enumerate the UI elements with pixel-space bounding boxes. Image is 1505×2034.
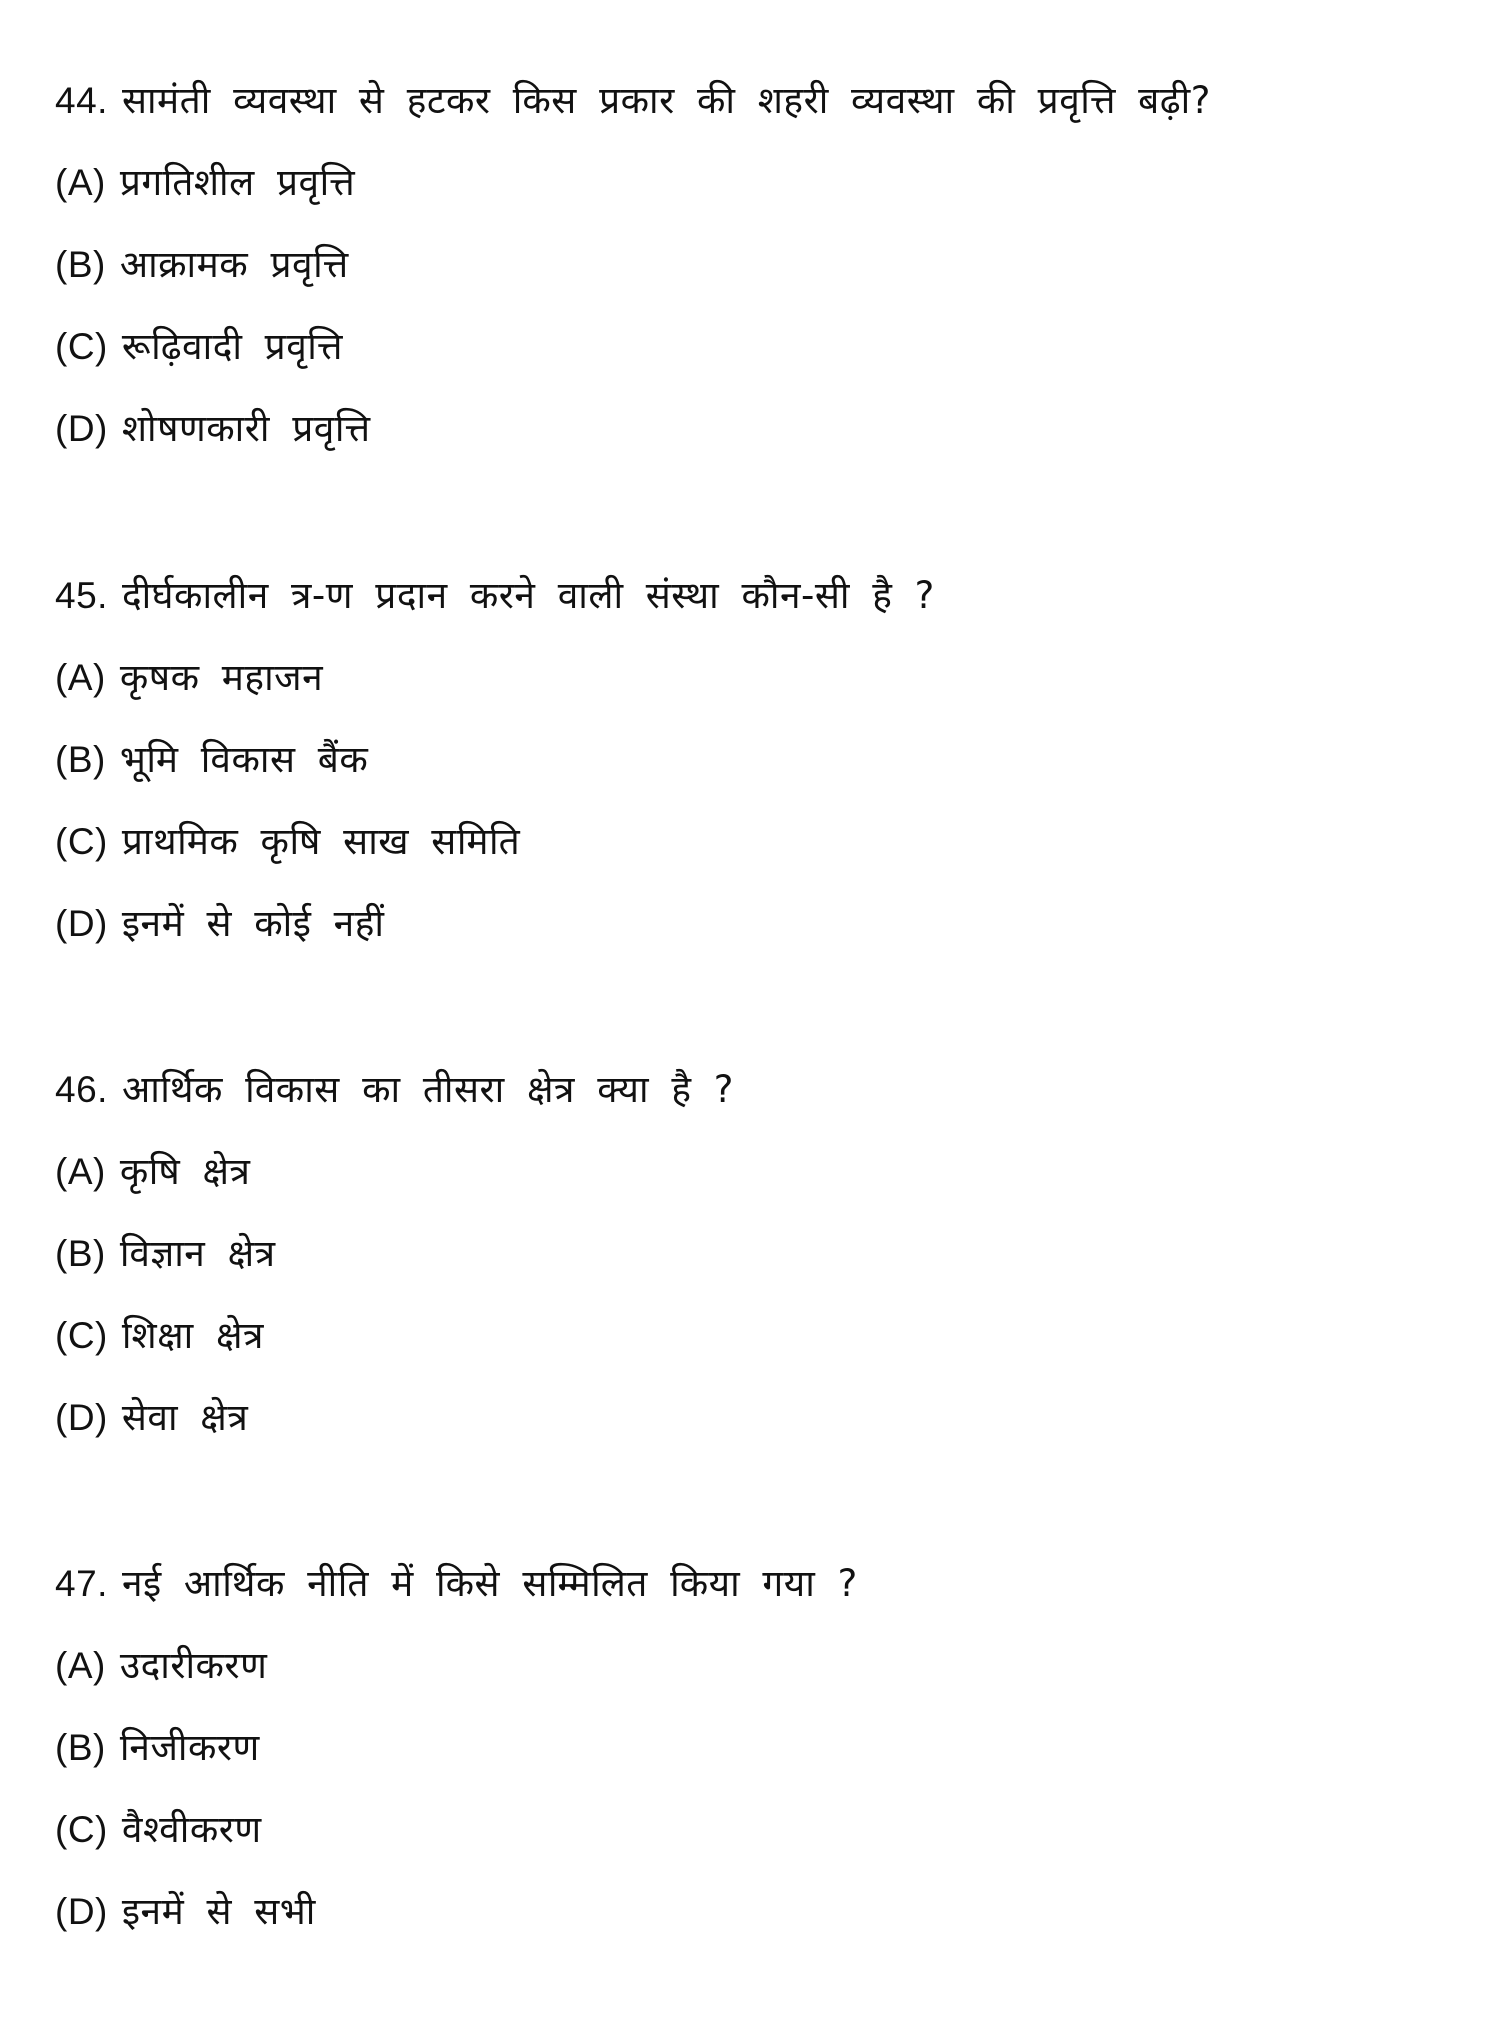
option-label: (A) — [55, 1645, 106, 1686]
option-label: (D) — [55, 1891, 108, 1932]
option-text: इनमें से सभी — [121, 1890, 316, 1933]
option-text: प्रगतिशील प्रवृत्ति — [119, 161, 356, 204]
option-text: कृषि क्षेत्र — [119, 1150, 251, 1193]
option-label: (B) — [55, 1727, 106, 1768]
option-text: भूमि विकास बैंक — [119, 738, 369, 781]
option-c[interactable] — [55, 1311, 264, 1361]
question-number: 45. — [55, 575, 108, 616]
option-a[interactable] — [55, 158, 355, 208]
option-label: (B) — [55, 739, 106, 780]
option-b[interactable] — [55, 735, 368, 785]
question-text: नई आर्थिक नीति में किसे सम्मिलित किया गया ? — [121, 1562, 858, 1605]
question-stem — [55, 76, 1211, 126]
option-label: (B) — [55, 1233, 106, 1274]
option-text: रूढ़िवादी प्रवृत्ति — [121, 325, 343, 368]
option-label: (A) — [55, 1151, 106, 1192]
option-text: विज्ञान क्षेत्र — [119, 1232, 276, 1275]
option-c[interactable] — [55, 1805, 262, 1855]
option-text: प्राथमिक कृषि साख समिति — [121, 820, 521, 863]
question-stem — [55, 571, 935, 621]
option-d[interactable] — [55, 1393, 248, 1443]
option-text: शोषणकारी प्रवृत्ति — [121, 407, 371, 450]
option-b[interactable] — [55, 240, 349, 290]
option-label: (D) — [55, 408, 108, 449]
option-text: सेवा क्षेत्र — [121, 1396, 249, 1439]
question-text: दीर्घकालीन त्र-ण प्रदान करने वाली संस्था कौन-सी है ? — [121, 574, 935, 617]
option-d[interactable] — [55, 404, 371, 454]
option-a[interactable] — [55, 1641, 267, 1691]
option-label: (D) — [55, 903, 108, 944]
option-d[interactable] — [55, 899, 384, 949]
option-d[interactable] — [55, 1887, 316, 1937]
question-text: सामंती व्यवस्था से हटकर किस प्रकार की शहरी व्यवस्था की प्रवृत्ति बढ़ी? — [121, 79, 1211, 122]
option-a[interactable] — [55, 1147, 250, 1197]
option-a[interactable] — [55, 653, 323, 703]
option-c[interactable] — [55, 817, 520, 867]
option-label: (C) — [55, 1809, 108, 1850]
option-label: (D) — [55, 1397, 108, 1438]
option-label: (B) — [55, 244, 106, 285]
option-text: कृषक महाजन — [119, 656, 324, 699]
question-number: 44. — [55, 80, 108, 121]
option-text: वैश्वीकरण — [121, 1808, 262, 1851]
option-label: (C) — [55, 821, 108, 862]
option-c[interactable] — [55, 322, 343, 372]
question-number: 46. — [55, 1069, 108, 1110]
option-text: इनमें से कोई नहीं — [121, 902, 385, 945]
option-text: आक्रामक प्रवृत्ति — [119, 243, 349, 286]
option-text: उदारीकरण — [119, 1644, 268, 1687]
question-stem — [55, 1559, 858, 1609]
option-text: शिक्षा क्षेत्र — [121, 1314, 264, 1357]
question-stem — [55, 1065, 734, 1115]
option-label: (A) — [55, 162, 106, 203]
question-number: 47. — [55, 1563, 108, 1604]
option-label: (A) — [55, 657, 106, 698]
question-text: आर्थिक विकास का तीसरा क्षेत्र क्या है ? — [121, 1068, 734, 1111]
option-label: (C) — [55, 326, 108, 367]
option-text: निजीकरण — [119, 1726, 260, 1769]
option-label: (C) — [55, 1315, 108, 1356]
option-b[interactable] — [55, 1723, 260, 1773]
option-b[interactable] — [55, 1229, 276, 1279]
